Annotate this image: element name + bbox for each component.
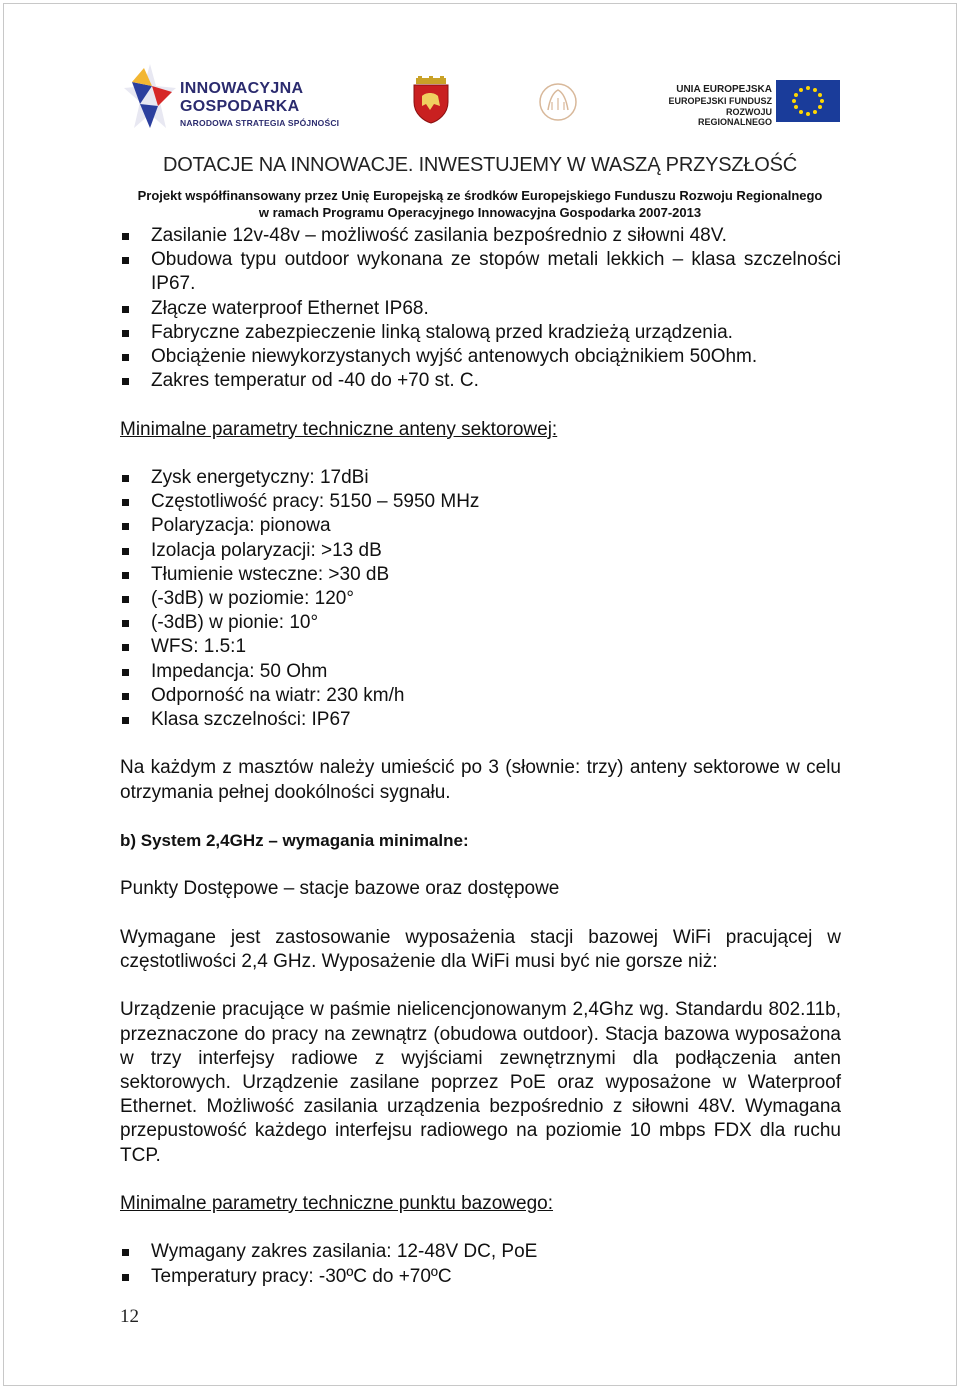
logo-text-innowacyjna: INNOWACYJNA — [180, 80, 304, 97]
eu-text-fundusz: EUROPEJSKI FUNDUSZ — [668, 96, 772, 106]
list-item: Polaryzacja: pionowa — [120, 514, 841, 538]
page-number: 12 — [120, 1306, 139, 1327]
foundation-emblem-icon — [528, 74, 588, 126]
required-equipment-paragraph: Wymagane jest zastosowanie wyposażenia stacji bazowej WiFi pracującej w częstotliwości 2,4 GHz. Wyposażenie dla WiFi musi być nie gorsze niż: — [120, 926, 841, 972]
list-item: Wymagany zakres zasilania: 12-48V DC, PoE — [120, 1240, 841, 1264]
list-item: Obciążenie niewykorzystanych wyjść antenowych obciążnikiem 50Ohm. — [120, 345, 841, 369]
antenna-params-heading: Minimalne parametry techniczne anteny sektorowej: — [120, 418, 558, 440]
eu-text-unia: UNIA EUROPEJSKA — [676, 84, 772, 95]
list-item: Złącze waterproof Ethernet IP68. — [120, 297, 841, 321]
innowacyjna-gospodarka-logo — [122, 62, 342, 134]
list-item: Impedancja: 50 Ohm — [120, 660, 841, 684]
list-item: Zakres temperatur od -40 do +70 st. C. — [120, 369, 841, 393]
list-item: Zasilanie 12v-48v – możliwość zasilania bezpośrednio z siłowni 48V. — [120, 224, 841, 248]
eu-text-rozwoju: ROZWOJU REGIONALNEGO — [697, 107, 772, 127]
masts-paragraph: Na każdym z masztów należy umieścić po 3 (słownie: trzy) anteny sektorowe w celu otrzymania pełnej dookólności sygnału. — [120, 757, 841, 803]
list-item: Izolacja polaryzacji: >13 dB — [120, 539, 841, 563]
list-item: Temperatury pracy: -30ºC do +70ºC — [120, 1265, 841, 1289]
coat-of-arms-icon — [410, 76, 452, 124]
section-b-heading: b) System 2,4GHz – wymagania minimalne: — [120, 831, 469, 851]
access-points-paragraph: Punkty Dostępowe – stacje bazowe oraz dostępowe — [120, 878, 560, 900]
logo-text-gospodarka: GOSPODARKA — [180, 98, 300, 115]
eu-flag-icon — [776, 80, 840, 122]
document-body — [120, 224, 841, 1289]
header-title: DOTACJE NA INNOWACJE. INWESTUJEMY W WASZĄ PRZYSZŁOŚĆ — [162, 154, 798, 176]
requirements-list — [120, 224, 841, 393]
list-item: WFS: 1.5:1 — [120, 635, 841, 659]
header-subtitle-2: w ramach Programu Operacyjnego Innowacyjna Gospodarka 2007-2013 — [258, 205, 702, 220]
logo-text-strategia: NARODOWA STRATEGIA SPÓJNOŚCI — [180, 118, 340, 128]
device-description-paragraph: Urządzenie pracujące w paśmie nielicencjonowanym 2,4Ghz wg. Standardu 802.11b, przeznaczone do pracy na zewnątrz (obudowa outdoor). Stacja bazowa wyposażona w trzy interfejsy radiowe z wyjściami zewnętrznymi dla podłączenia anten sektorowych. Urządzenie zasilane poprzez PoE oraz wyposażone w Waterproof Ethernet. Możliwość zasilania urządzenia bezpośrednio z siłowni 48V. Wymagana przepustowość każdego interfejsu radiowego na poziomie 10 mbps FDX dla ruchu TCP. — [120, 999, 841, 1166]
list-item: Odporność na wiatr: 230 km/h — [120, 684, 841, 708]
list-item: Obudowa typu outdoor wykonana ze stopów metali lekkich – klasa szczelności IP67. — [120, 248, 841, 296]
list-item: Klasa szczelności: IP67 — [120, 708, 841, 732]
base-params-heading: Minimalne parametry techniczne punktu bazowego: — [120, 1193, 554, 1214]
eu-logo — [652, 78, 842, 127]
list-item: (-3dB) w pionie: 10° — [120, 611, 841, 635]
star-emblem-icon — [122, 62, 178, 134]
list-item: Tłumienie wsteczne: >30 dB — [120, 563, 841, 587]
list-item: Częstotliwość pracy: 5150 – 5950 MHz — [120, 490, 841, 514]
header-subtitle-1: Projekt współfinansowany przez Unię Europejską ze środków Europejskiego Funduszu Rozwoju Regionalnego — [137, 188, 823, 203]
foundation-logo — [528, 74, 588, 126]
base-params-list — [120, 1240, 841, 1288]
list-item: (-3dB) w poziomie: 120° — [120, 587, 841, 611]
list-item: Fabryczne zabezpieczenie linką stalową przed kradzieżą urządzenia. — [120, 321, 841, 345]
antenna-params-list — [120, 466, 841, 732]
list-item: Zysk energetyczny: 17dBi — [120, 466, 841, 490]
